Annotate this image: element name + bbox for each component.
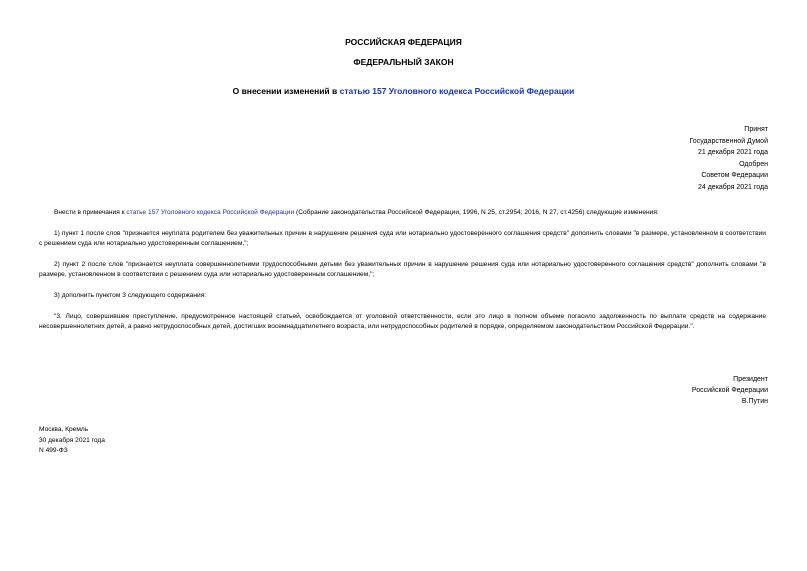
signature-block bbox=[692, 374, 768, 407]
law-title-prefix: О внесении изменений в bbox=[232, 86, 340, 96]
adoption-line: Государственной Думой bbox=[689, 137, 768, 145]
adoption-block bbox=[689, 124, 768, 194]
place-date-number-block bbox=[39, 425, 105, 457]
intro-article-link[interactable]: статье 157 Уголовного кодекса Российской Федерации bbox=[126, 209, 295, 216]
country-heading: РОССИЙСКАЯ ФЕДЕРАЦИЯ bbox=[345, 37, 462, 47]
adoption-line: Советом Федерации bbox=[701, 172, 768, 180]
date-line: 30 декабря 2021 года bbox=[39, 436, 105, 444]
adoption-line: Одобрен bbox=[739, 160, 768, 168]
amendment-item-2: 2) пункт 2 после слов "признается неуплата совершеннолетними трудоспособными детьми без уважительных причин в нарушение решения суда или нотариально удостоверенного соглашения средств" дополнить словами "в размере, установленном в соответствии с решением суда или нотариально удостоверенным соглашением,"; bbox=[39, 261, 766, 279]
signature-line: Президент bbox=[733, 376, 768, 383]
intro-paragraph bbox=[39, 208, 766, 218]
law-type-heading: ФЕДЕРАЛЬНЫЙ ЗАКОН bbox=[353, 57, 454, 67]
adoption-line: Принят bbox=[744, 126, 768, 133]
law-title bbox=[0, 86, 807, 96]
new-clause-quote: "3. Лицо, совершившее преступление, предусмотренное настоящей статьей, освобождается от уголовной ответственности, если это лицо в полном объеме погасило задолженность по выплате средств на содержание несовершеннолетних детей, а равно нетрудоспособных детей, достигших восемнадцатилетнего возраста, или нетрудоспособных родителей в порядке, определяемом законодательством Российской Федерации.". bbox=[39, 313, 766, 331]
adoption-line: 24 декабря 2021 года bbox=[697, 183, 768, 191]
adoption-line: 21 декабря 2021 года bbox=[697, 149, 768, 157]
intro-suffix: (Собрание законодательства Российской Федерации, 1996, N 25, ст.2954; 2016, N 27, ст.4256) следующие изменения: bbox=[294, 209, 659, 216]
intro-prefix: Внести в примечания к bbox=[54, 209, 127, 216]
place-line: Москва, Кремль bbox=[39, 426, 89, 433]
amendment-item-3: 3) дополнить пунктом 3 следующего содержания: bbox=[54, 292, 207, 299]
law-title-link[interactable]: статью 157 Уголовного кодекса Российской Федерации bbox=[339, 86, 575, 96]
signature-line: В.Путин bbox=[741, 398, 768, 405]
law-number-line: N 499-ФЗ bbox=[39, 447, 68, 454]
signature-line: Российской Федерации bbox=[691, 387, 768, 394]
amendment-item-1: 1) пункт 1 после слов "признается неуплата родителем без уважительных причин в нарушение решения суда или нотариально удостоверенного соглашения средств" дополнить словами "в размере, установленном в соответствии с решением суда или нотариально удостоверенным соглашением,"; bbox=[39, 230, 766, 248]
